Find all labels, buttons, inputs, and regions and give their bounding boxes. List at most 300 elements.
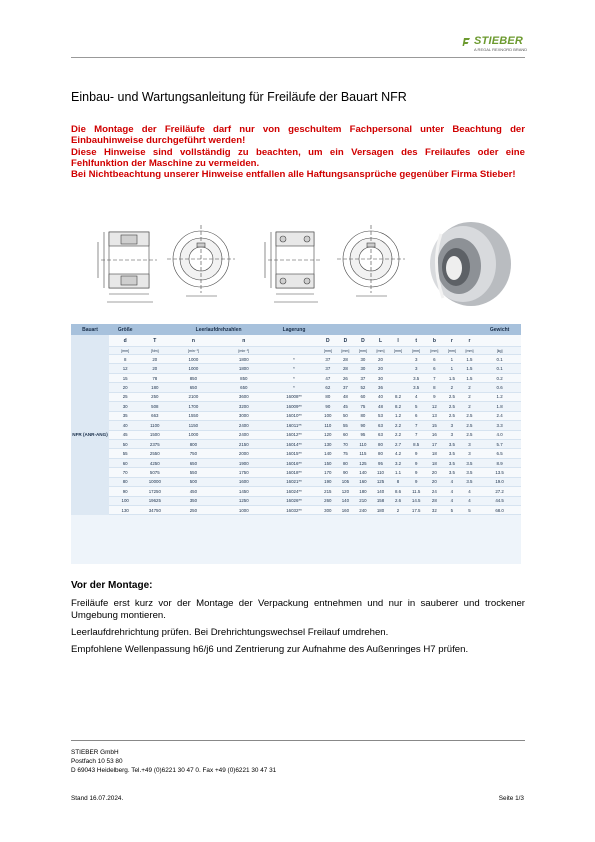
table-cell: 2150 (219, 439, 269, 448)
table-cell: 55 (109, 449, 141, 458)
table-cell: 3 (443, 421, 461, 430)
table-cell: 160 (337, 506, 355, 515)
table-cell: 4 (443, 477, 461, 486)
table-cell: 2 (461, 392, 479, 401)
table-cell: 3 (407, 355, 426, 364)
table-cell: 5 (407, 402, 426, 411)
table-cell: 20 (426, 477, 444, 486)
table-symbol-row (71, 335, 521, 347)
table-cell: 2 (443, 383, 461, 392)
table-row (71, 496, 521, 505)
brand-name: STIEBER (474, 35, 524, 47)
table-cell: 4.2 (389, 449, 407, 458)
symbol-cell: t (407, 335, 426, 347)
table-row (71, 439, 521, 448)
table-cell: 5.7 (478, 439, 521, 448)
table-cell: 1.5 (461, 373, 479, 382)
table-cell: 9 (407, 468, 426, 477)
table-cell: 1 (443, 364, 461, 373)
table-cell: 2550 (141, 449, 168, 458)
table-cell: 1.2 (478, 392, 521, 401)
table-cell: 13.5 (478, 468, 521, 477)
table-cell: 8 (426, 383, 444, 392)
table-cell: 15 (109, 373, 141, 382)
note-paragraph: Leerlaufdrehrichtung prüfen. Bei Drehrichtungswechsel Freilauf umdrehen. (71, 626, 389, 638)
table-cell (71, 335, 109, 347)
table-cell: 850 (168, 373, 218, 382)
table-cell: 60 (337, 430, 355, 439)
unit-cell: [mm] (443, 347, 461, 355)
table-cell: 30 (372, 373, 390, 382)
table-cell: 1.8 (478, 402, 521, 411)
table-cell: 53 (372, 411, 390, 420)
installation-notes (71, 598, 525, 661)
table-cell: 2400 (219, 430, 269, 439)
unit-cell: [mm] (389, 347, 407, 355)
table-cell: * (269, 364, 319, 373)
table-cell: 2 (461, 402, 479, 411)
table-cell: 16011** (269, 421, 319, 430)
table-cell: 30 (109, 402, 141, 411)
table-cell: 240 (354, 506, 372, 515)
table-cell: 8.2 (389, 392, 407, 401)
table-cell: 90 (109, 487, 141, 496)
table-cell: 0.1 (478, 364, 521, 373)
table-cell: 40 (372, 392, 390, 401)
table-cell: 2.2 (389, 421, 407, 430)
symbol-cell: D (354, 335, 372, 347)
table-cell: 1000 (219, 506, 269, 515)
table-cell: 8.5 (407, 439, 426, 448)
table-cell: 35 (109, 411, 141, 420)
table-cell: 3.5 (443, 449, 461, 458)
table-cell: 3.5 (461, 468, 479, 477)
table-cell: 28 (337, 355, 355, 364)
table-cell: 16014** (269, 439, 319, 448)
table-cell: 8 (389, 477, 407, 486)
table-cell: 36 (372, 383, 390, 392)
table-cell: 37 (337, 383, 355, 392)
table-row (71, 458, 521, 467)
table-cell: 95 (354, 430, 372, 439)
table-cell: 140 (354, 468, 372, 477)
table-cell: 48 (337, 392, 355, 401)
table-cell: 150 (319, 458, 337, 467)
table-cell: 80 (337, 458, 355, 467)
table-cell (389, 364, 407, 373)
dimension-table-grid (71, 324, 521, 515)
table-cell: 1150 (168, 421, 218, 430)
symbol-cell: n (168, 335, 218, 347)
product-photo (425, 214, 515, 310)
table-unit-row (71, 347, 521, 355)
table-row (71, 477, 521, 486)
table-cell: 650 (168, 458, 218, 467)
table-row (71, 487, 521, 496)
table-cell: 1.5 (461, 364, 479, 373)
table-row (71, 373, 521, 382)
page-title: Einbau- und Wartungsanleitung für Freiläufe der Bauart NFR (71, 90, 407, 104)
table-cell: 80 (372, 449, 390, 458)
table-cell: 3.5 (461, 477, 479, 486)
stieber-logo-mark-icon (462, 37, 472, 47)
table-cell: 90 (319, 402, 337, 411)
table-cell: 63 (372, 430, 390, 439)
table-cell: 3200 (219, 402, 269, 411)
table-cell: 6 (407, 411, 426, 420)
table-cell: 7 (407, 430, 426, 439)
unit-cell: [mm] (426, 347, 444, 355)
table-cell: 70 (337, 439, 355, 448)
table-cell: 78 (141, 373, 168, 382)
table-cell: 100 (319, 411, 337, 420)
header-bauart: Bauart (71, 324, 109, 335)
table-cell: 17.5 (407, 506, 426, 515)
table-cell: 50 (337, 411, 355, 420)
table-cell (389, 355, 407, 364)
table-cell: 120 (319, 430, 337, 439)
table-cell: 2.5 (461, 411, 479, 420)
table-cell: 28 (337, 364, 355, 373)
table-header-row (71, 324, 521, 335)
brand-tagline: A REGAL REXNORD BRAND (474, 47, 528, 52)
table-cell: 3.5 (407, 373, 426, 382)
table-cell: 17250 (141, 487, 168, 496)
table-cell: 4 (407, 392, 426, 401)
symbol-cell (269, 335, 319, 347)
unit-cell: [mm] (354, 347, 372, 355)
table-cell: 20 (372, 355, 390, 364)
table-cell: 215 (319, 487, 337, 496)
table-cell: 1.1 (389, 468, 407, 477)
table-cell: 3.2 (389, 458, 407, 467)
table-cell: 2000 (219, 449, 269, 458)
drawings-svg (71, 214, 525, 314)
unit-cell: [mm] (109, 347, 141, 355)
symbol-cell (478, 335, 521, 347)
unit-cell: [mm] (372, 347, 390, 355)
table-cell (389, 373, 407, 382)
table-row (71, 506, 521, 515)
table-cell: 1.2 (389, 411, 407, 420)
table-cell: 105 (337, 477, 355, 486)
table-cell: 130 (109, 506, 141, 515)
table-cell: 180 (141, 383, 168, 392)
table-cell: 450 (168, 487, 218, 496)
table-cell: 110 (319, 421, 337, 430)
table-cell: 20 (372, 364, 390, 373)
footer-company: STIEBER GmbH (71, 749, 119, 756)
symbol-cell: b (426, 335, 444, 347)
table-cell: 3 (461, 449, 479, 458)
note-paragraph: Empfohlene Wellenpassung h6/j6 und Zentrierung zur Aufnahme des Außenringes H7 prüfen. (71, 643, 469, 655)
table-cell: 7 (407, 421, 426, 430)
warning-line: Diese Hinweise sind vollständig zu beachten, um ein Versagen des Freilaufes oder eine Fehlfunktion der Maschine zu vermeiden. (71, 146, 525, 169)
table-cell: 60 (354, 392, 372, 401)
table-cell: 2.4 (478, 411, 521, 420)
header-groesse: Größe (109, 324, 141, 335)
table-cell: 14.5 (407, 496, 426, 505)
header-cell-empty (141, 324, 168, 335)
table-cell: 350 (168, 496, 218, 505)
table-cell: 6 (426, 355, 444, 364)
table-cell: 9 (407, 458, 426, 467)
technical-drawings (71, 214, 525, 314)
table-cell: 16008** (269, 392, 319, 401)
table-cell: 2.6 (389, 496, 407, 505)
table-cell: 3.5 (443, 468, 461, 477)
table-cell: 3.5 (443, 439, 461, 448)
table-cell: 1000 (168, 364, 218, 373)
document-date: Stand 16.07.2024. (71, 795, 124, 802)
table-cell: 1 (443, 355, 461, 364)
table-cell: 90 (354, 421, 372, 430)
table-cell: 45 (337, 402, 355, 411)
table-cell: 20 (109, 383, 141, 392)
table-cell: 19625 (141, 496, 168, 505)
table-cell: 10000 (141, 477, 168, 486)
table-cell: 140 (372, 487, 390, 496)
table-cell: 3.3 (478, 421, 521, 430)
table-cell: 1.5 (461, 355, 479, 364)
type-label-cell: NFR (ANR-ANG) (71, 355, 109, 515)
table-cell: 750 (168, 449, 218, 458)
table-cell: 9 (426, 392, 444, 401)
table-cell: 20 (426, 468, 444, 477)
table-cell: 1.5 (443, 373, 461, 382)
table-cell: 2.5 (443, 402, 461, 411)
table-cell: 40 (109, 421, 141, 430)
note-paragraph: Freiläufe erst kurz vor der Montage der Verpackung entnehmen und nur in sauberer und trockener Umgebung montieren. (71, 598, 525, 621)
unit-cell: [min⁻¹] (219, 347, 269, 355)
table-cell: 1500 (141, 430, 168, 439)
table-cell: 180 (354, 487, 372, 496)
table-cell: 32 (426, 506, 444, 515)
unit-cell: [mm] (407, 347, 426, 355)
table-cell: 37 (319, 355, 337, 364)
table-cell: 3000 (219, 411, 269, 420)
table-cell: 1900 (219, 458, 269, 467)
table-cell: 20 (141, 364, 168, 373)
table-cell: 12 (426, 402, 444, 411)
table-cell: 80 (319, 392, 337, 401)
table-cell: 2.5 (443, 392, 461, 401)
table-cell: 3.5 (407, 383, 426, 392)
table-cell: 1750 (219, 468, 269, 477)
table-cell: 3 (461, 439, 479, 448)
unit-cell: [min⁻¹] (168, 347, 218, 355)
table-cell: 508 (141, 402, 168, 411)
table-cell: 16016** (269, 458, 319, 467)
stieber-logo (462, 35, 532, 57)
table-cell: 48 (372, 402, 390, 411)
table-cell: * (269, 383, 319, 392)
unit-cell: [mm] (461, 347, 479, 355)
table-cell: 4.0 (478, 430, 521, 439)
section-view-1 (98, 232, 157, 302)
table-row (71, 449, 521, 458)
table-cell: 2.7 (389, 439, 407, 448)
table-cell: 0.6 (478, 383, 521, 392)
symbol-cell: l (389, 335, 407, 347)
table-cell: 115 (354, 449, 372, 458)
table-cell: 16012** (269, 430, 319, 439)
table-cell: 650 (219, 383, 269, 392)
table-cell: 250 (141, 392, 168, 401)
table-cell: 16010** (269, 411, 319, 420)
table-row (71, 355, 521, 364)
header-cell-empty (319, 324, 478, 335)
table-cell: 27.2 (478, 487, 521, 496)
table-cell: 160 (354, 477, 372, 486)
table-cell: 1600 (219, 477, 269, 486)
table-cell: 16024** (269, 487, 319, 496)
table-cell: 45 (109, 430, 141, 439)
table-cell: 2.5 (443, 411, 461, 420)
table-cell: 1550 (168, 411, 218, 420)
table-cell: 30 (354, 355, 372, 364)
table-cell: 663 (141, 411, 168, 420)
table-cell: 80 (372, 439, 390, 448)
table-cell: 1800 (219, 364, 269, 373)
table-cell: 850 (219, 373, 269, 382)
table-cell: * (269, 355, 319, 364)
table-row (71, 383, 521, 392)
table-cell: 18 (426, 449, 444, 458)
unit-cell (269, 347, 319, 355)
table-cell: 1800 (219, 355, 269, 364)
table-cell: 62 (319, 383, 337, 392)
table-cell: 50 (109, 439, 141, 448)
table-cell: 650 (168, 383, 218, 392)
table-cell: 190 (319, 477, 337, 486)
section-view-2 (265, 232, 322, 302)
table-cell: 8.6 (389, 487, 407, 496)
table-cell (389, 383, 407, 392)
table-cell: 800 (168, 439, 218, 448)
header-leerlauf: Leerlaufdrehzahlen (168, 324, 269, 335)
table-cell: 140 (337, 496, 355, 505)
table-cell: 100 (109, 496, 141, 505)
table-cell: 16021** (269, 477, 319, 486)
table-row (71, 364, 521, 373)
table-cell: 180 (372, 506, 390, 515)
table-cell: 1250 (219, 496, 269, 505)
table-cell: 95 (372, 458, 390, 467)
dimension-table (71, 324, 521, 564)
symbol-cell: r (443, 335, 461, 347)
symbol-cell: n (219, 335, 269, 347)
safety-warning (71, 124, 525, 180)
table-cell: 19.0 (478, 477, 521, 486)
table-cell: 24 (426, 487, 444, 496)
table-cell: 5 (443, 506, 461, 515)
table-cell: 37 (319, 364, 337, 373)
table-cell: 17 (426, 439, 444, 448)
table-row (71, 402, 521, 411)
table-cell: 16026** (269, 496, 319, 505)
footer-address-line: D 69043 Heidelberg. Tel.+49 (0)6221 30 47 0. Fax +49 (0)6221 30 47 31 (71, 767, 277, 774)
table-cell: 1700 (168, 402, 218, 411)
table-cell: 30 (354, 364, 372, 373)
table-row (71, 411, 521, 420)
table-cell: 80 (354, 411, 372, 420)
table-cell: 3600 (219, 392, 269, 401)
table-cell: 2.5 (461, 430, 479, 439)
table-cell: 4 (443, 496, 461, 505)
table-cell: 3 (407, 364, 426, 373)
table-cell: 3.5 (461, 458, 479, 467)
table-cell: 52 (354, 383, 372, 392)
table-cell: 26 (337, 373, 355, 382)
symbol-cell: d (109, 335, 141, 347)
table-cell: 2400 (219, 421, 269, 430)
table-cell: 2.2 (389, 430, 407, 439)
table-cell: 16032** (269, 506, 319, 515)
table-cell: 16018** (269, 468, 319, 477)
table-cell: 4 (461, 496, 479, 505)
table-cell: 140 (319, 449, 337, 458)
symbol-cell: D (319, 335, 337, 347)
table-cell: 70 (109, 468, 141, 477)
table-cell: 15 (426, 421, 444, 430)
table-cell: 25 (109, 392, 141, 401)
table-cell: 68.0 (478, 506, 521, 515)
header-gewicht: Gewicht (478, 324, 521, 335)
table-cell: 120 (337, 487, 355, 496)
table-cell: 75 (354, 402, 372, 411)
table-cell: 13 (426, 411, 444, 420)
table-cell: 1000 (168, 355, 218, 364)
table-cell: 8.2 (389, 402, 407, 411)
warning-line: Die Montage der Freiläufe darf nur von geschultem Fachpersonal unter Beachtung der Einbauhinweise durchgeführt werden! (71, 124, 525, 147)
table-cell: 16015** (269, 449, 319, 458)
page-number: Seite 1/3 (498, 795, 524, 802)
table-cell: 9 (407, 477, 426, 486)
front-view-1 (167, 225, 235, 296)
symbol-cell: r (461, 335, 479, 347)
footer-divider (71, 740, 525, 741)
table-cell: 110 (372, 468, 390, 477)
table-cell: 9 (407, 449, 426, 458)
table-row (71, 421, 521, 430)
table-cell: 4 (443, 487, 461, 496)
table-cell: 130 (319, 439, 337, 448)
header-lagerung: Lagerung (269, 324, 319, 335)
unit-cell: [mm] (337, 347, 355, 355)
table-cell: 37 (354, 373, 372, 382)
table-cell: 16 (426, 430, 444, 439)
table-cell: 1100 (141, 421, 168, 430)
table-cell: 63 (372, 421, 390, 430)
table-cell: 1450 (219, 487, 269, 496)
table-cell: 8.9 (478, 458, 521, 467)
table-cell: 300 (319, 506, 337, 515)
table-cell: 8 (109, 355, 141, 364)
warning-line: Bei Nichtbeachtung unserer Hinweise entfallen alle Haftungsansprüche gegenüber Firma Stieber! (71, 169, 516, 181)
footer-address (71, 748, 276, 775)
table-cell: 2 (389, 506, 407, 515)
table-cell: 55 (337, 421, 355, 430)
table-cell: 5 (461, 506, 479, 515)
table-cell: 3.5 (443, 458, 461, 467)
unit-cell: [kg] (478, 347, 521, 355)
symbol-cell: D (337, 335, 355, 347)
table-cell: 2375 (141, 439, 168, 448)
table-cell (71, 347, 109, 355)
table-cell: 11.5 (407, 487, 426, 496)
table-cell: 5075 (141, 468, 168, 477)
